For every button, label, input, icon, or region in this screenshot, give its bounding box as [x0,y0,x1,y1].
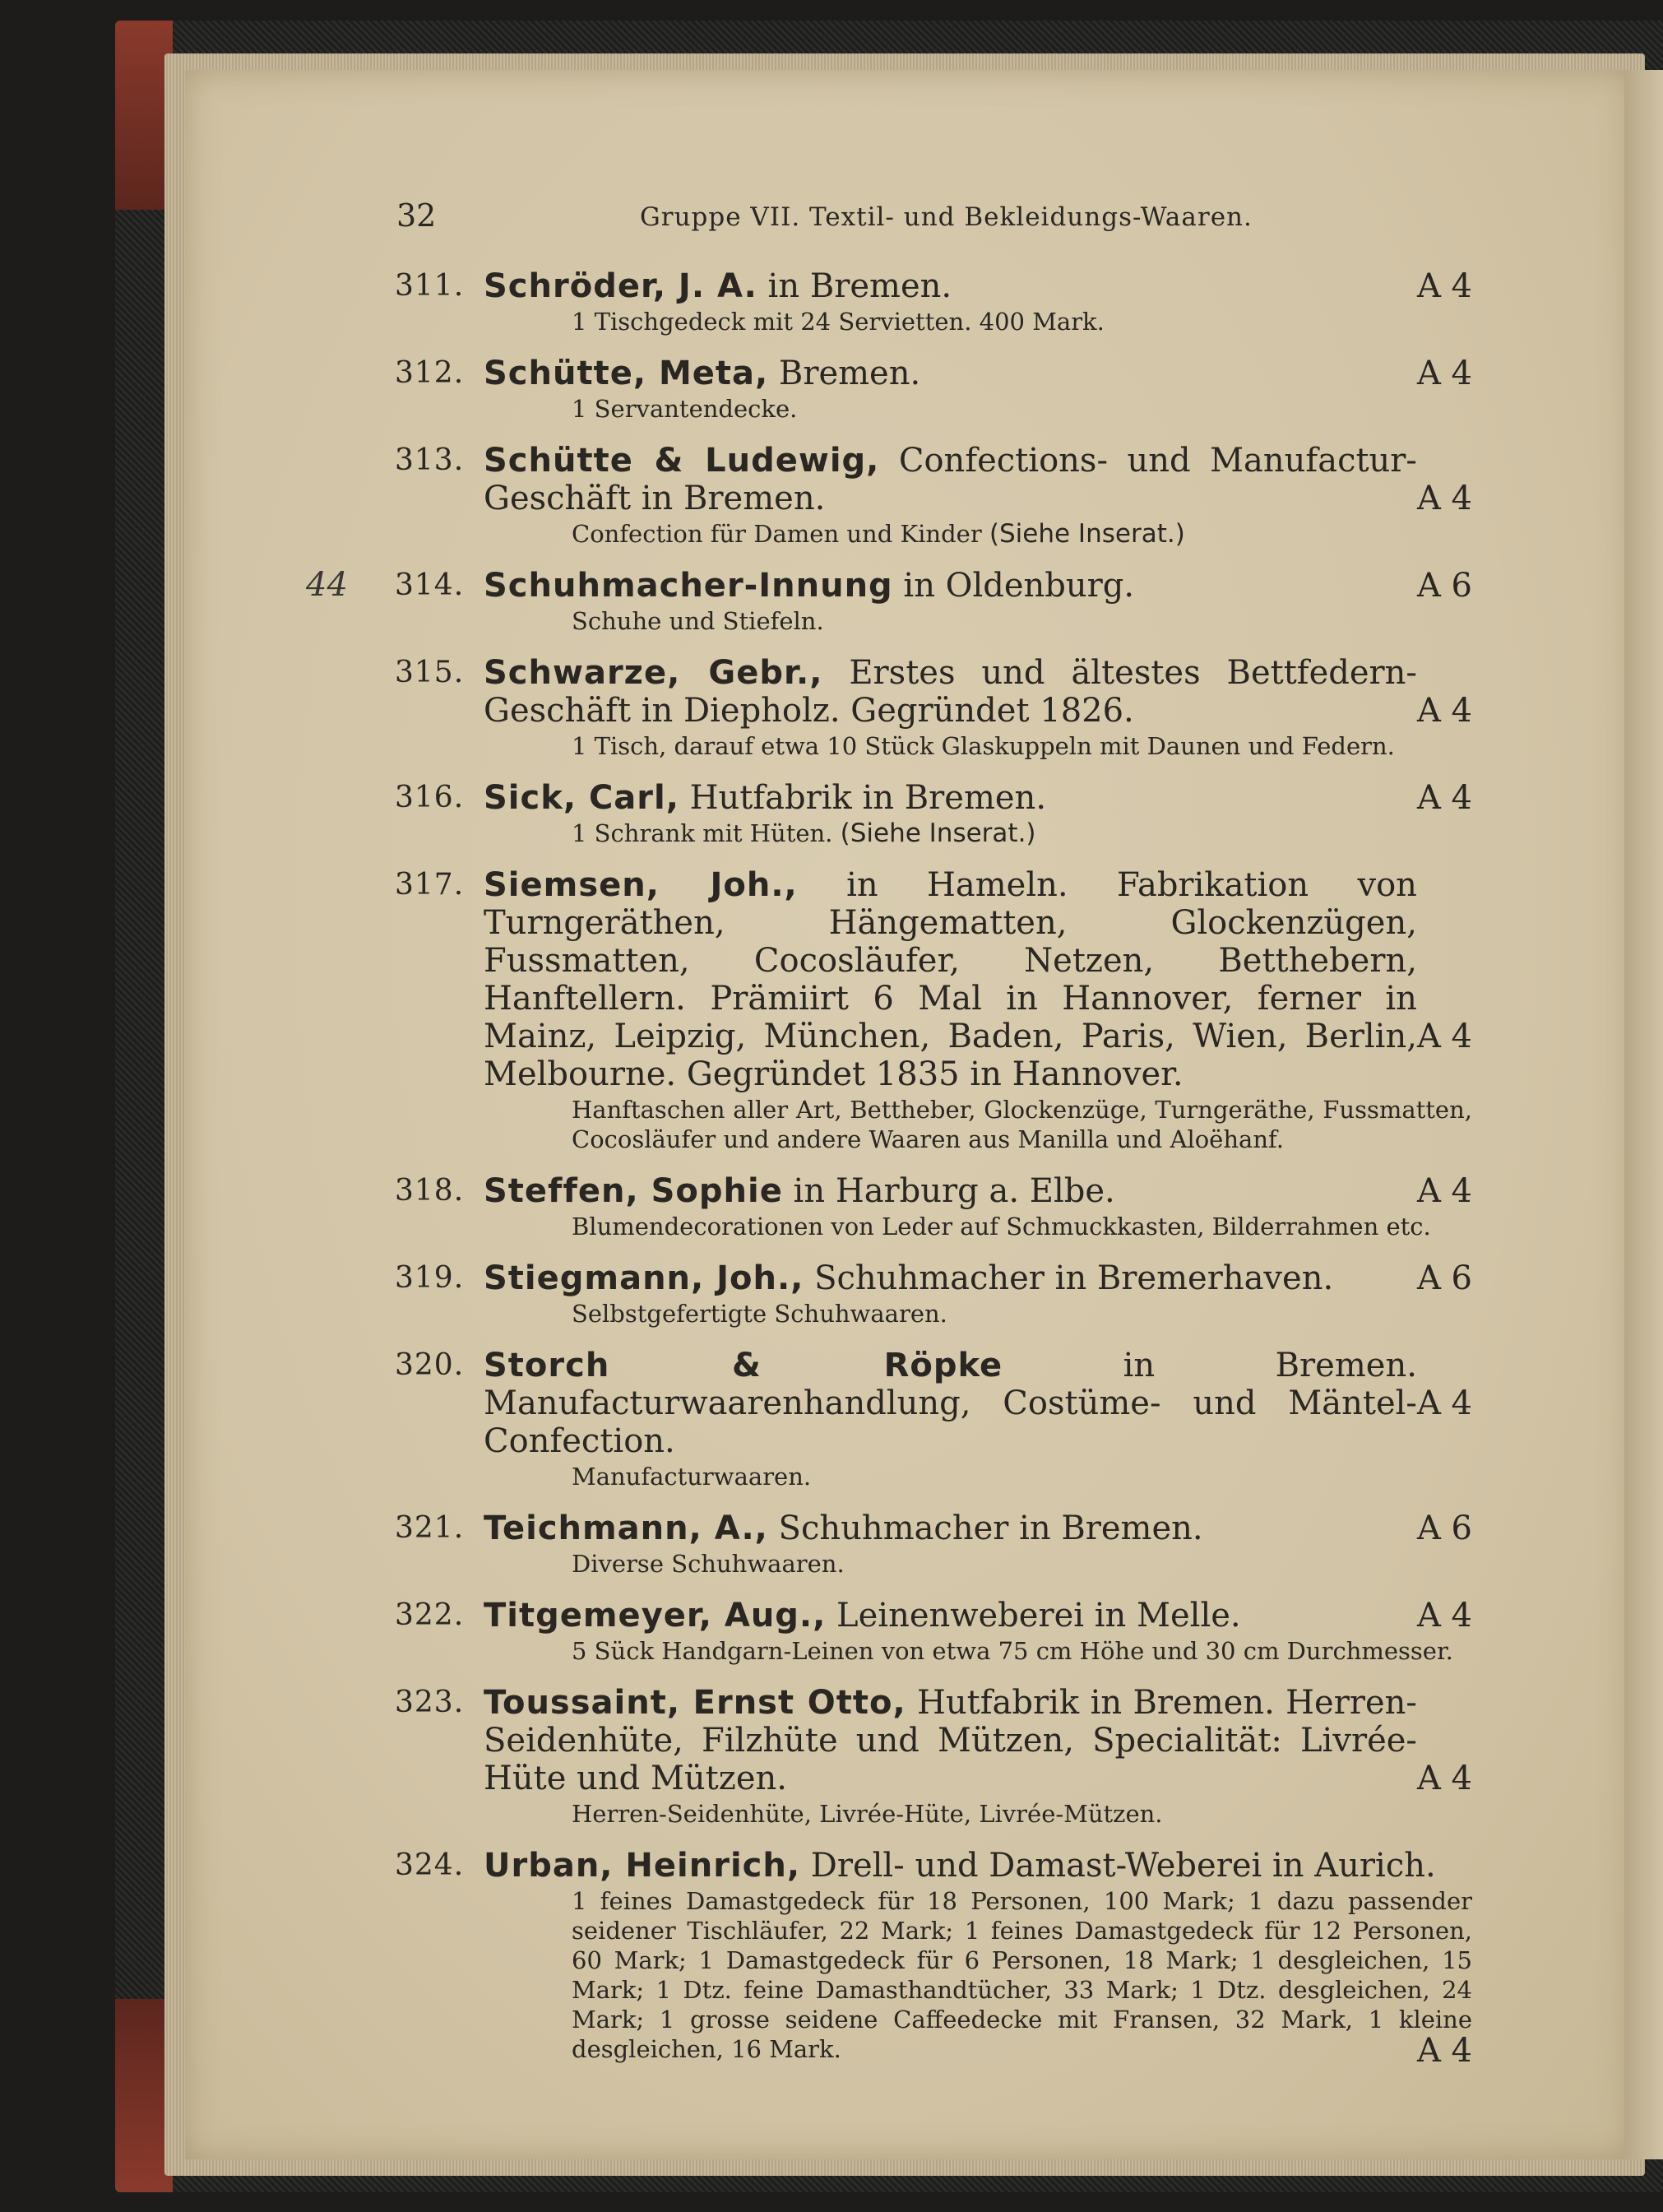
entry-heading [484,1509,1472,1547]
entry-description [572,394,1472,424]
entry-heading [484,267,1472,305]
list-item [395,654,1472,761]
entry-text: in Bremen. [757,267,952,305]
entry-name: Schröder, J. A. [484,267,757,305]
entry-text: in Hameln. Fabrikation von Turngeräthen, Hängematten, Glockenzügen, Fussmatten, Cocosläufer, Netzen, Betthebern, Hanftellern. Prämiirt 6 Mal in Hannover, ferner in Mainz, Leipzig, München, Baden, Paris, Wien, Berlin, Melbourne. Gegründet 1835 in Hannover. [484,866,1417,1093]
entry-code: A 6 [1416,1509,1472,1547]
entry-description-text: 1 Tisch, darauf etwa 10 Stück Glaskuppeln mit Daunen und Federn. [572,732,1395,760]
entry-description [572,1549,1472,1579]
entry-description-text: 1 Tischgedeck mit 24 Servietten. 400 Mark. [572,308,1105,336]
entry-text: Bremen. [768,355,921,392]
entry-number: 323. [395,1686,465,1719]
entry-heading [484,355,1472,392]
entry-text: Leinenweberei in Melle. [826,1597,1241,1635]
entry-description-text: Confection für Damen und Kinder [572,520,989,548]
list-item [395,1597,1472,1666]
list-item [395,1509,1472,1579]
entry-name: Siemsen, Joh., [484,866,798,904]
entry-heading [484,1684,1472,1797]
entry-heading [484,1597,1472,1635]
list-item [395,442,1472,549]
entry-description-text: Schuhe und Stiefeln. [572,607,824,635]
entry-number: 318. [395,1174,465,1208]
page-header [0,197,1663,247]
entry-name: Schütte & Ludewig, [484,442,880,480]
entry-code: A 4 [1416,355,1472,392]
entry-text: Hutfabrik in Bremen. Herren-Seidenhüte, Filzhüte und Mützen, Specialität: Livrée-Hüte und Mützen. [484,1684,1417,1797]
entry-code: A 4 [1416,480,1472,517]
entry-description-text: 1 feines Damastgedeck für 18 Personen, 100 Mark; 1 dazu passender seidener Tischläufer, 22 Mark; 1 feines Damastgedeck für 12 Personen, 60 Mark; 1 Damastgedeck für 6 Personen, 18 Mark; 1 desgleichen, 15 Mark; 1 Dtz. feine Damasthandtücher, 33 Mark; 1 Dtz. desgleichen, 24 Mark; 1 grosse seidene Caffeedecke mit Fransen, 32 Mark, 1 kleine desgleichen, 16 Mark. [572,1887,1472,2063]
entry-description [572,1095,1472,1154]
entry-description [572,307,1472,336]
entry-name: Schuhmacher-Innung [484,567,893,605]
entry-heading [484,1847,1472,1885]
entry-number: 317. [395,868,465,902]
entry-name: Schütte, Meta, [484,355,769,392]
entry-text: in Bremen. Manufacturwaarenhandlung, Costüme- und Mäntel-Confection. [484,1347,1417,1460]
entry-description-text: Selbstgefertigte Schuhwaaren. [572,1300,947,1328]
running-head: Gruppe VII. Textil- und Bekleidungs-Waaren. [640,202,1253,232]
entry-description-text: Herren-Seidenhüte, Livrée-Hüte, Livrée-Mützen. [572,1800,1163,1828]
entry-number: 321. [395,1511,465,1545]
page-number: 32 [396,197,437,234]
entry-text: Confections- und Manufactur-Geschäft in Bremen. [484,442,1417,517]
entry-name: Urban, Heinrich, [484,1847,801,1885]
entry-number: 315. [395,656,465,689]
list-item [395,1347,1472,1491]
entry-description-text: 1 Servantendecke. [572,395,798,423]
entry-code: A 4 [1416,267,1472,305]
list-item [395,1684,1472,1829]
entry-number: 322. [395,1598,465,1632]
entry-name: Stiegmann, Joh., [484,1259,804,1297]
entry-code: A 6 [1416,567,1472,605]
entry-number: 316. [395,781,465,814]
entry-name: Teichmann, A., [484,1509,768,1547]
entry-text: Schuhmacher in Bremerhaven. [804,1259,1334,1297]
entry-text: in Oldenburg. [892,567,1135,605]
entry-text: Hutfabrik in Bremen. [679,779,1047,817]
entry-description-text: Diverse Schuhwaaren. [572,1550,845,1578]
entry-code: A 4 [1416,779,1472,817]
entry-number: 320. [395,1348,465,1382]
entry-description-text: Manufacturwaaren. [572,1463,812,1491]
entry-code: A 4 [1416,2032,1472,2070]
entry-name: Toussaint, Ernst Otto, [484,1684,906,1722]
entry-text: in Harburg a. Elbe. [782,1172,1115,1210]
entry-name: Schwarze, Gebr., [484,654,823,692]
list-item [395,866,1472,1154]
list-item [395,567,1472,636]
entry-heading [484,1259,1472,1297]
entry-description-text: 5 Sück Handgarn-Leinen von etwa 75 cm Höhe und 30 cm Durchmesser. [572,1637,1453,1665]
entry-text: Erstes und ältestes Bettfedern-Geschäft in Diepholz. Gegründet 1826. [484,654,1417,730]
entry-text: Drell- und Damast-Weberei in Aurich. [800,1847,1436,1885]
entry-heading [484,866,1472,1093]
entry-heading [484,1347,1472,1460]
list-item [395,1259,1472,1329]
entry-heading [484,779,1472,817]
entry-name: Titgemeyer, Aug., [484,1597,827,1635]
entry-heading [484,654,1472,730]
entry-number: 311. [395,269,465,303]
entry-heading [484,442,1472,517]
list-item [395,1847,1472,2070]
entry-description [572,606,1472,636]
entry-code: A 6 [1416,1259,1472,1297]
entry-code: A 4 [1416,692,1472,730]
entry-code: A 4 [1416,1384,1472,1422]
entry-notice: (Siehe Inserat.) [989,519,1185,549]
list-item [395,355,1472,424]
entry-description [572,1886,1472,2070]
list-item [395,1172,1472,1241]
entry-number: 324. [395,1848,465,1882]
entry-description-text: Hanftaschen aller Art, Bettheber, Glockenzüge, Turngeräthe, Fussmatten, Cocosläufer und andere Waaren aus Manilla und Aloëhanf. [572,1096,1472,1153]
entry-description [572,519,1472,549]
handwritten-margin-note: 44 [306,566,348,604]
entry-description [572,1799,1472,1829]
entry-text: Schuhmacher in Bremen. [767,1509,1203,1547]
entry-code: A 4 [1416,1597,1472,1635]
entry-number: 312. [395,356,465,390]
entry-number: 313. [395,443,465,477]
entry-description [572,731,1472,761]
list-item [395,779,1472,848]
entry-description [572,1212,1472,1241]
entry-code: A 4 [1416,1760,1472,1797]
entry-heading [484,1172,1472,1210]
entry-notice: (Siehe Inserat.) [840,818,1036,848]
entry-name: Sick, Carl, [484,779,679,817]
entry-code: A 4 [1416,1172,1472,1210]
entry-number: 314. [395,568,465,602]
entry-description [572,1299,1472,1329]
entry-description-text: 1 Schrank mit Hüten. [572,819,841,847]
list-item [395,267,1472,336]
entry-code: A 4 [1416,1018,1472,1055]
entry-name: Steffen, Sophie [484,1172,783,1210]
page-gutter [1624,70,1663,2159]
entry-heading [484,567,1472,605]
entry-description [572,1636,1472,1666]
entry-description-text: Blumendecorationen von Leder auf Schmuckkasten, Bilderrahmen etc. [572,1213,1431,1240]
entry-name: Storch & Röpke [484,1347,1003,1384]
entry-description [572,1462,1472,1491]
entry-number: 319. [395,1261,465,1295]
entry-description [572,818,1472,848]
exhibitor-list [395,267,1472,2082]
